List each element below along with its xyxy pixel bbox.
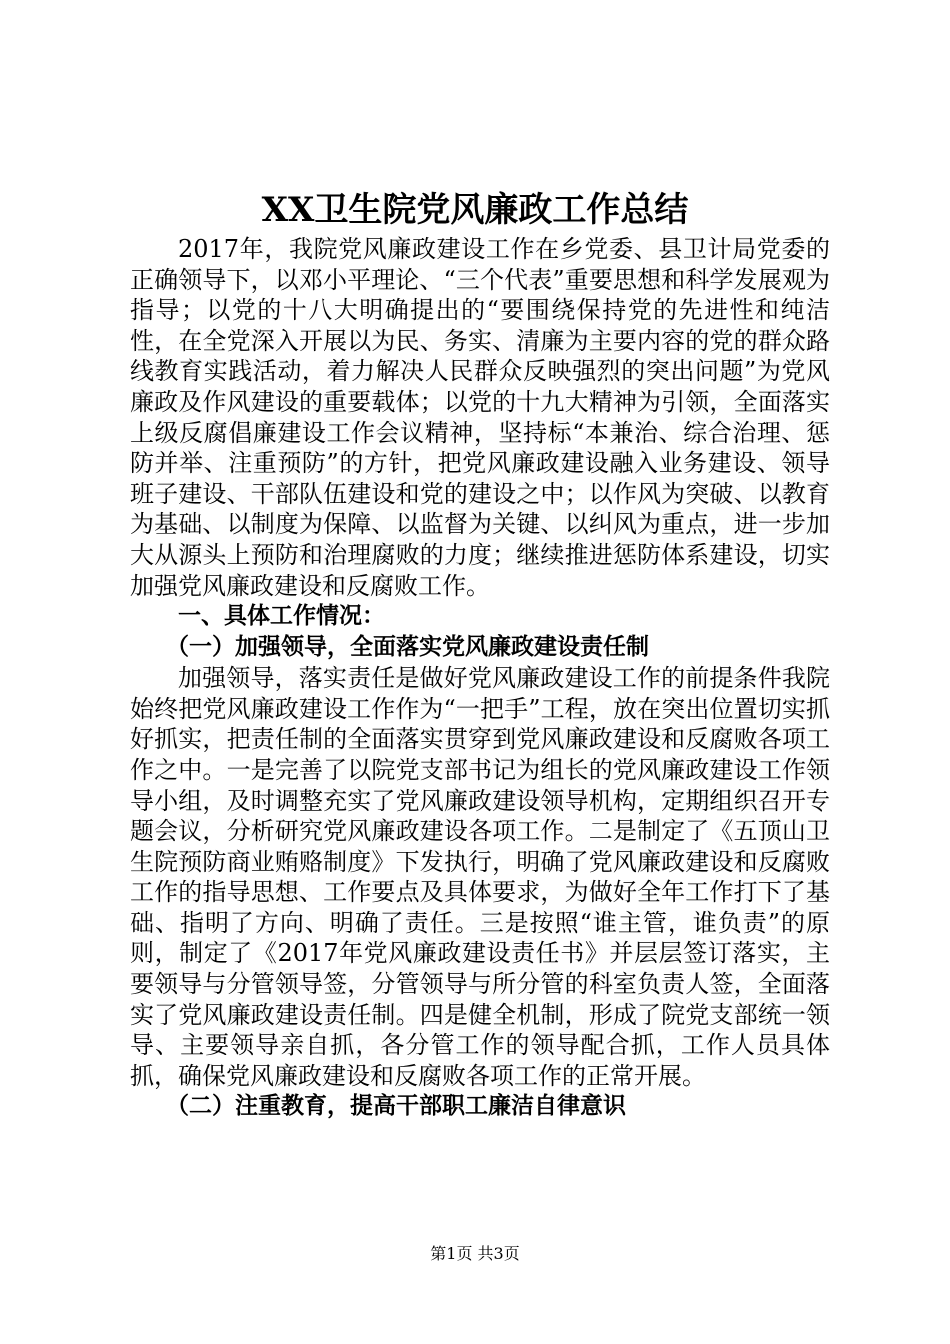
page-number-footer: 第1页 共3页 — [430, 1244, 520, 1263]
subsection-heading-leadership: （一）加强领导，全面落实党风廉政建设责任制 — [166, 634, 649, 661]
intro-paragraph: 2017年，我院党风廉政建设工作在乡党委、县卫计局党委的正确领导下，以邓小平理论、“三个代表”重要思想和科学发展观为指导；以党的十八大明确提出的“要围绕保持党的先进性和纯洁性，在全党深入开展以为民、务实、清廉为主要内容的党的群众路线教育实践活动，着力解决人民群众反映强烈的突出问题”为党风廉政及作风建设的重要载体；以党的十九大精神为引领，全面落实上级反腐倡廉建设工作会议精神，坚持标“本兼治、综合治理、惩防并举、注重预防”的方针，把党风廉政建设融入业务建设、领导班子建设、干部队伍建设和党的建设之中；以作风为突破、以教育为基础、以制度为保障、以监督为关键、以纠风为重点，进一步加大从源头上预防和治理腐败的力度；继续推进惩防体系建设，切实加强党风廉政建设和反腐败工作。 — [130, 235, 830, 600]
subsection-heading-education: （二）注重教育，提高干部职工廉洁自律意识 — [166, 1093, 626, 1120]
leadership-paragraph: 加强领导，落实责任是做好党风廉政建设工作的前提条件我院始终把党风廉政建设工作作为“一把手”工程，放在突出位置切实抓好抓实，把责任制的全面落实贯穿到党风廉政建设和反腐败各项工作之中。一是完善了以院党支部书记为组长的党风廉政建设工作领导小组，及时调整充实了党风廉政建设领导机构，定期组织召开专题会议，分析研究党风廉政建设各项工作。二是制定了《五顶山卫生院预防商业贿赂制度》下发执行，明确了党风廉政建设和反腐败工作的指导思想、工作要点及具体要求，为做好全年工作打下了基础、指明了方向、明确了责任。三是按照“谁主管，谁负责”的原则，制定了《2017年党风廉政建设责任书》并层层签订落实，主要领导与分管领导签，分管领导与所分管的科室负责人签，全面落实了党风廉政建设责任制。四是健全机制，形成了院党支部统一领导、主要领导亲自抓，各分管工作的领导配合抓，工作人员具体抓，确保党风廉政建设和反腐败各项工作的正常开展。 — [130, 664, 830, 1090]
section-heading-work-status: 一、具体工作情况： — [178, 603, 385, 630]
document-title: XX卫生院党风廉政工作总结 — [261, 190, 689, 230]
document-body — [130, 234, 830, 1122]
